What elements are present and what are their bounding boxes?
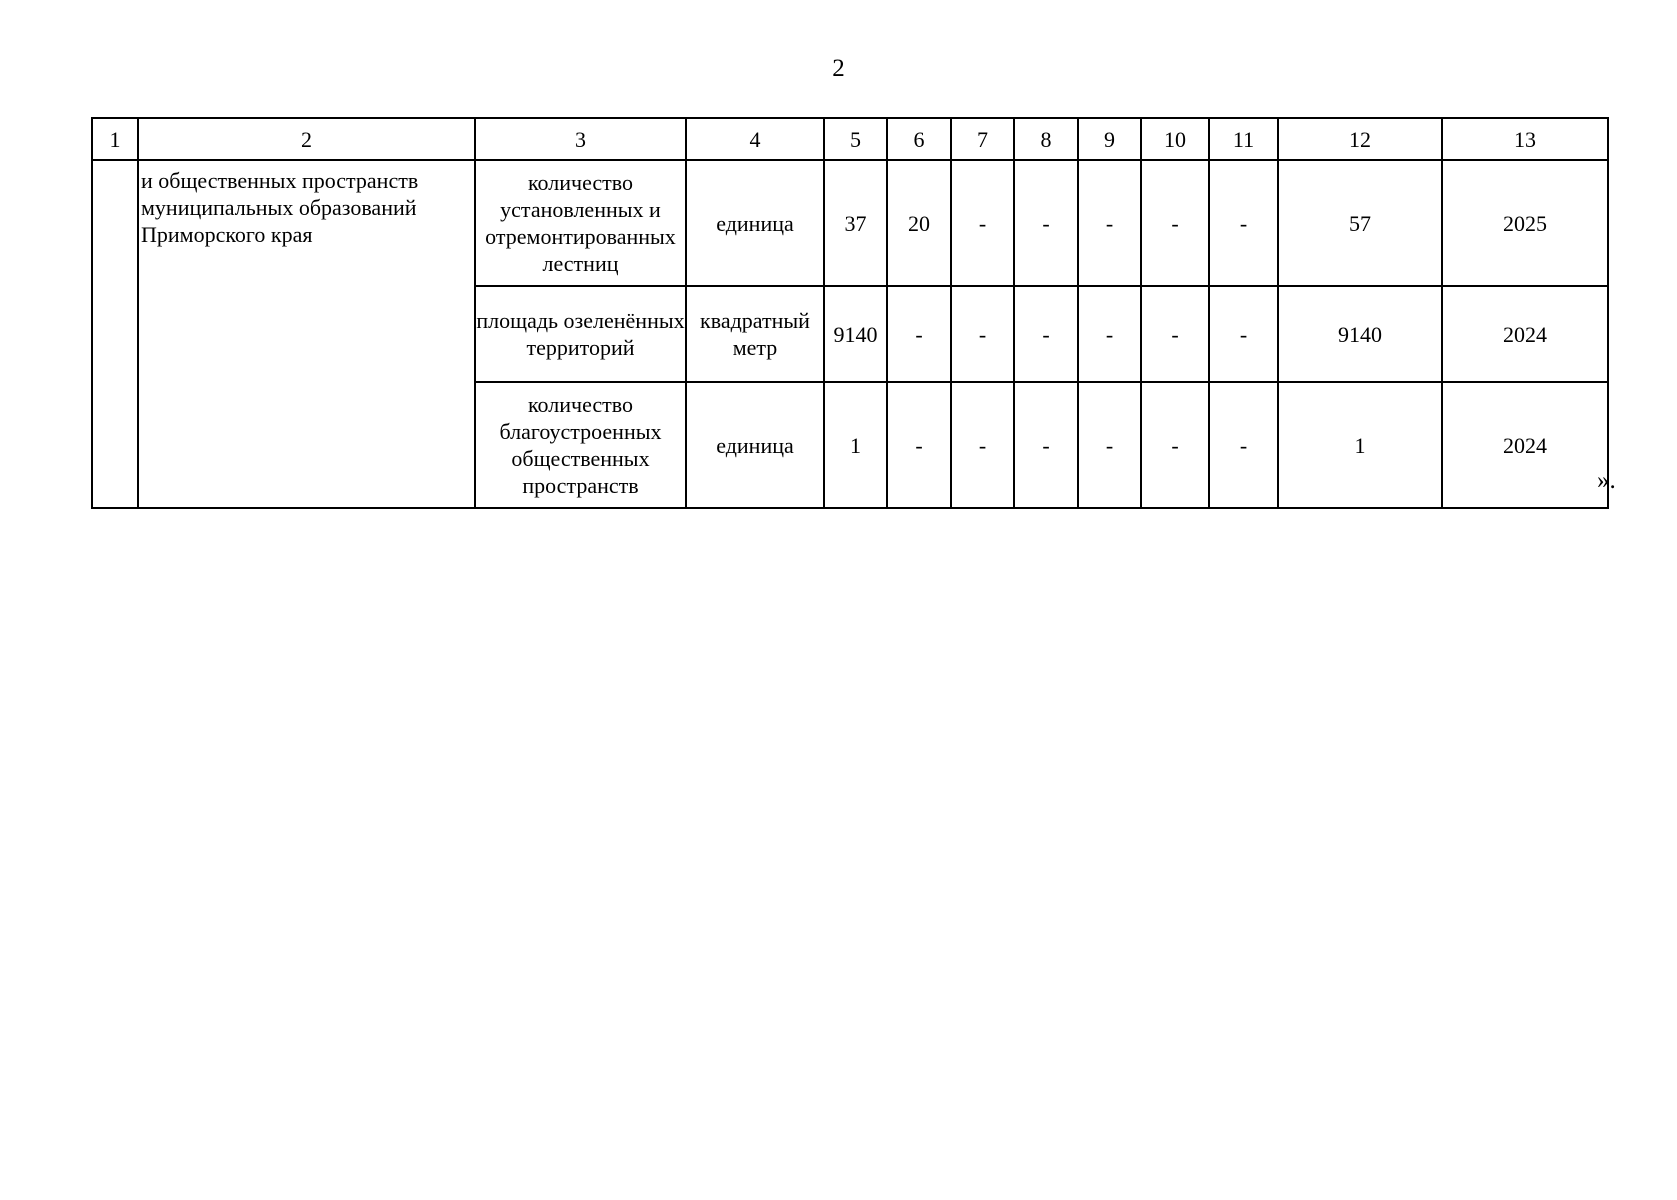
value-cell: - xyxy=(887,286,951,382)
column-header: 2 xyxy=(138,118,475,160)
value-cell: 1 xyxy=(824,382,887,508)
row-number-cell xyxy=(92,160,138,508)
column-header: 1 xyxy=(92,118,138,160)
value-cell: - xyxy=(1014,160,1078,286)
unit-cell: квадратный метр xyxy=(686,286,824,382)
column-header: 13 xyxy=(1442,118,1608,160)
value-cell: - xyxy=(1078,286,1141,382)
value-cell: - xyxy=(1141,286,1209,382)
activity-name-cell: и общественных пространств муниципальных образований Приморского края xyxy=(138,160,475,508)
column-header: 5 xyxy=(824,118,887,160)
value-cell: - xyxy=(1014,382,1078,508)
column-header: 6 xyxy=(887,118,951,160)
total-cell: 1 xyxy=(1278,382,1442,508)
total-cell: 57 xyxy=(1278,160,1442,286)
value-cell: - xyxy=(1209,160,1278,286)
indicator-cell: количество установленных и отремонтированных лестниц xyxy=(475,160,686,286)
table-row xyxy=(92,160,1608,286)
value-cell: - xyxy=(1078,382,1141,508)
value-cell: 37 xyxy=(824,160,887,286)
column-header: 11 xyxy=(1209,118,1278,160)
column-header: 9 xyxy=(1078,118,1141,160)
column-header: 3 xyxy=(475,118,686,160)
year-cell: 2024 xyxy=(1442,382,1608,508)
column-header: 7 xyxy=(951,118,1014,160)
data-table xyxy=(91,117,1609,509)
value-cell: - xyxy=(1209,286,1278,382)
value-cell: - xyxy=(951,160,1014,286)
unit-cell: единица xyxy=(686,160,824,286)
value-cell: 20 xyxy=(887,160,951,286)
value-cell: - xyxy=(1141,382,1209,508)
value-cell: - xyxy=(887,382,951,508)
column-header: 8 xyxy=(1014,118,1078,160)
unit-cell: единица xyxy=(686,382,824,508)
table-header-row xyxy=(92,118,1608,160)
column-header: 12 xyxy=(1278,118,1442,160)
value-cell: - xyxy=(1209,382,1278,508)
column-header: 10 xyxy=(1141,118,1209,160)
value-cell: - xyxy=(951,286,1014,382)
indicator-cell: площадь озеленённых территорий xyxy=(475,286,686,382)
year-cell: 2025 xyxy=(1442,160,1608,286)
value-cell: - xyxy=(1141,160,1209,286)
year-cell: 2024 xyxy=(1442,286,1608,382)
value-cell: - xyxy=(951,382,1014,508)
total-cell: 9140 xyxy=(1278,286,1442,382)
page-number: 2 xyxy=(832,55,845,82)
indicator-cell: количество благоустроенных общественных пространств xyxy=(475,382,686,508)
column-header: 4 xyxy=(686,118,824,160)
value-cell: - xyxy=(1014,286,1078,382)
value-cell: 9140 xyxy=(824,286,887,382)
value-cell: - xyxy=(1078,160,1141,286)
closing-quote-mark: ». xyxy=(1597,467,1616,494)
